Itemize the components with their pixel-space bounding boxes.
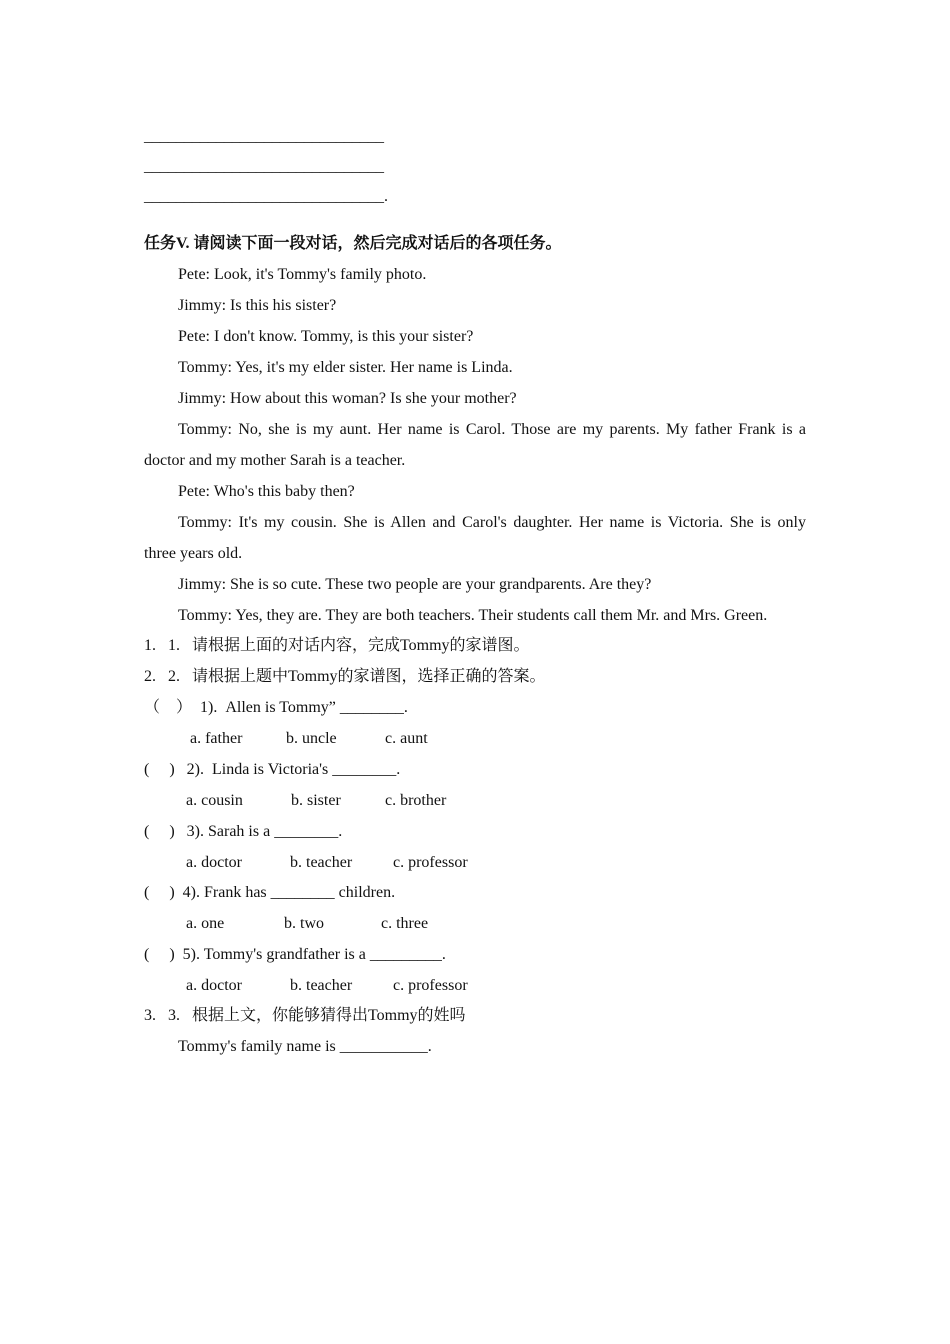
question-1-option-b: b. uncle <box>286 730 337 747</box>
question-5-option-b: b. teacher <box>290 977 353 994</box>
dialogue-line: Jimmy: How about this woman? Is she your mother? <box>178 390 517 407</box>
task-3-instruction: 3. 3. 根据上文，你能够猜得出Tommy的姓吗 <box>144 1007 466 1024</box>
question-3-option-c: c. professor <box>393 854 468 871</box>
answer-blank-line[interactable]: ______________________________ <box>144 128 384 145</box>
dialogue-line: Jimmy: Is this his sister? <box>178 297 337 314</box>
dialogue-line: doctor and my mother Sarah is a teacher. <box>144 452 406 469</box>
answer-blank-line[interactable]: ______________________________. <box>144 188 388 205</box>
question-5-option-c: c. professor <box>393 977 468 994</box>
question-5-option-a: a. doctor <box>186 977 242 994</box>
dialogue-line: Tommy: No, she is my aunt. Her name is Carol. Those are my parents. My father Frank is a <box>178 421 806 438</box>
task-title: 任务V. 请阅读下面一段对话，然后完成对话后的各项任务。 <box>144 235 562 252</box>
question-2[interactable]: ( ) 2). Linda is Victoria's ________. <box>144 761 401 778</box>
dialogue-line: three years old. <box>144 545 243 562</box>
question-3[interactable]: ( ) 3). Sarah is a ________. <box>144 823 343 840</box>
dialogue-line: Jimmy: She is so cute. These two people are your grandparents. Are they? <box>178 576 652 593</box>
dialogue-line: Tommy: It's my cousin. She is Allen and Carol's daughter. Her name is Victoria. She is only <box>178 514 806 531</box>
task-1-instruction: 1. 1. 请根据上面的对话内容，完成Tommy的家谱图。 <box>144 637 530 654</box>
question-3-option-b: b. teacher <box>290 854 353 871</box>
question-4-option-c: c. three <box>381 915 429 932</box>
answer-blank-line[interactable]: ______________________________ <box>144 158 384 175</box>
dialogue-line: Pete: Look, it's Tommy's family photo. <box>178 266 427 283</box>
question-2-option-a: a. cousin <box>186 792 243 809</box>
question-1-option-a: a. father <box>190 730 243 747</box>
question-4-option-b: b. two <box>284 915 324 932</box>
dialogue-line: Tommy: Yes, they are. They are both teachers. Their students call them Mr. and Mrs. Green. <box>178 607 768 624</box>
dialogue-line: Tommy: Yes, it's my elder sister. Her name is Linda. <box>178 359 513 376</box>
question-2-option-b: b. sister <box>291 792 341 809</box>
question-5[interactable]: ( ) 5). Tommy's grandfather is a _________. <box>144 946 446 963</box>
question-4[interactable]: ( ) 4). Frank has ________ children. <box>144 884 396 901</box>
dialogue-line: Pete: Who's this baby then? <box>178 483 355 500</box>
question-1[interactable]: （ ） 1). Allen is Tommy” ________. <box>144 699 408 716</box>
question-3-option-a: a. doctor <box>186 854 242 871</box>
question-1-option-c: c. aunt <box>385 730 428 747</box>
question-2-option-c: c. brother <box>385 792 447 809</box>
task-3-answer-line[interactable]: Tommy's family name is ___________. <box>178 1038 432 1055</box>
dialogue-line: Pete: I don't know. Tommy, is this your sister? <box>178 328 474 345</box>
task-2-instruction: 2. 2. 请根据上题中Tommy的家谱图，选择正确的答案。 <box>144 668 546 685</box>
question-4-option-a: a. one <box>186 915 225 932</box>
